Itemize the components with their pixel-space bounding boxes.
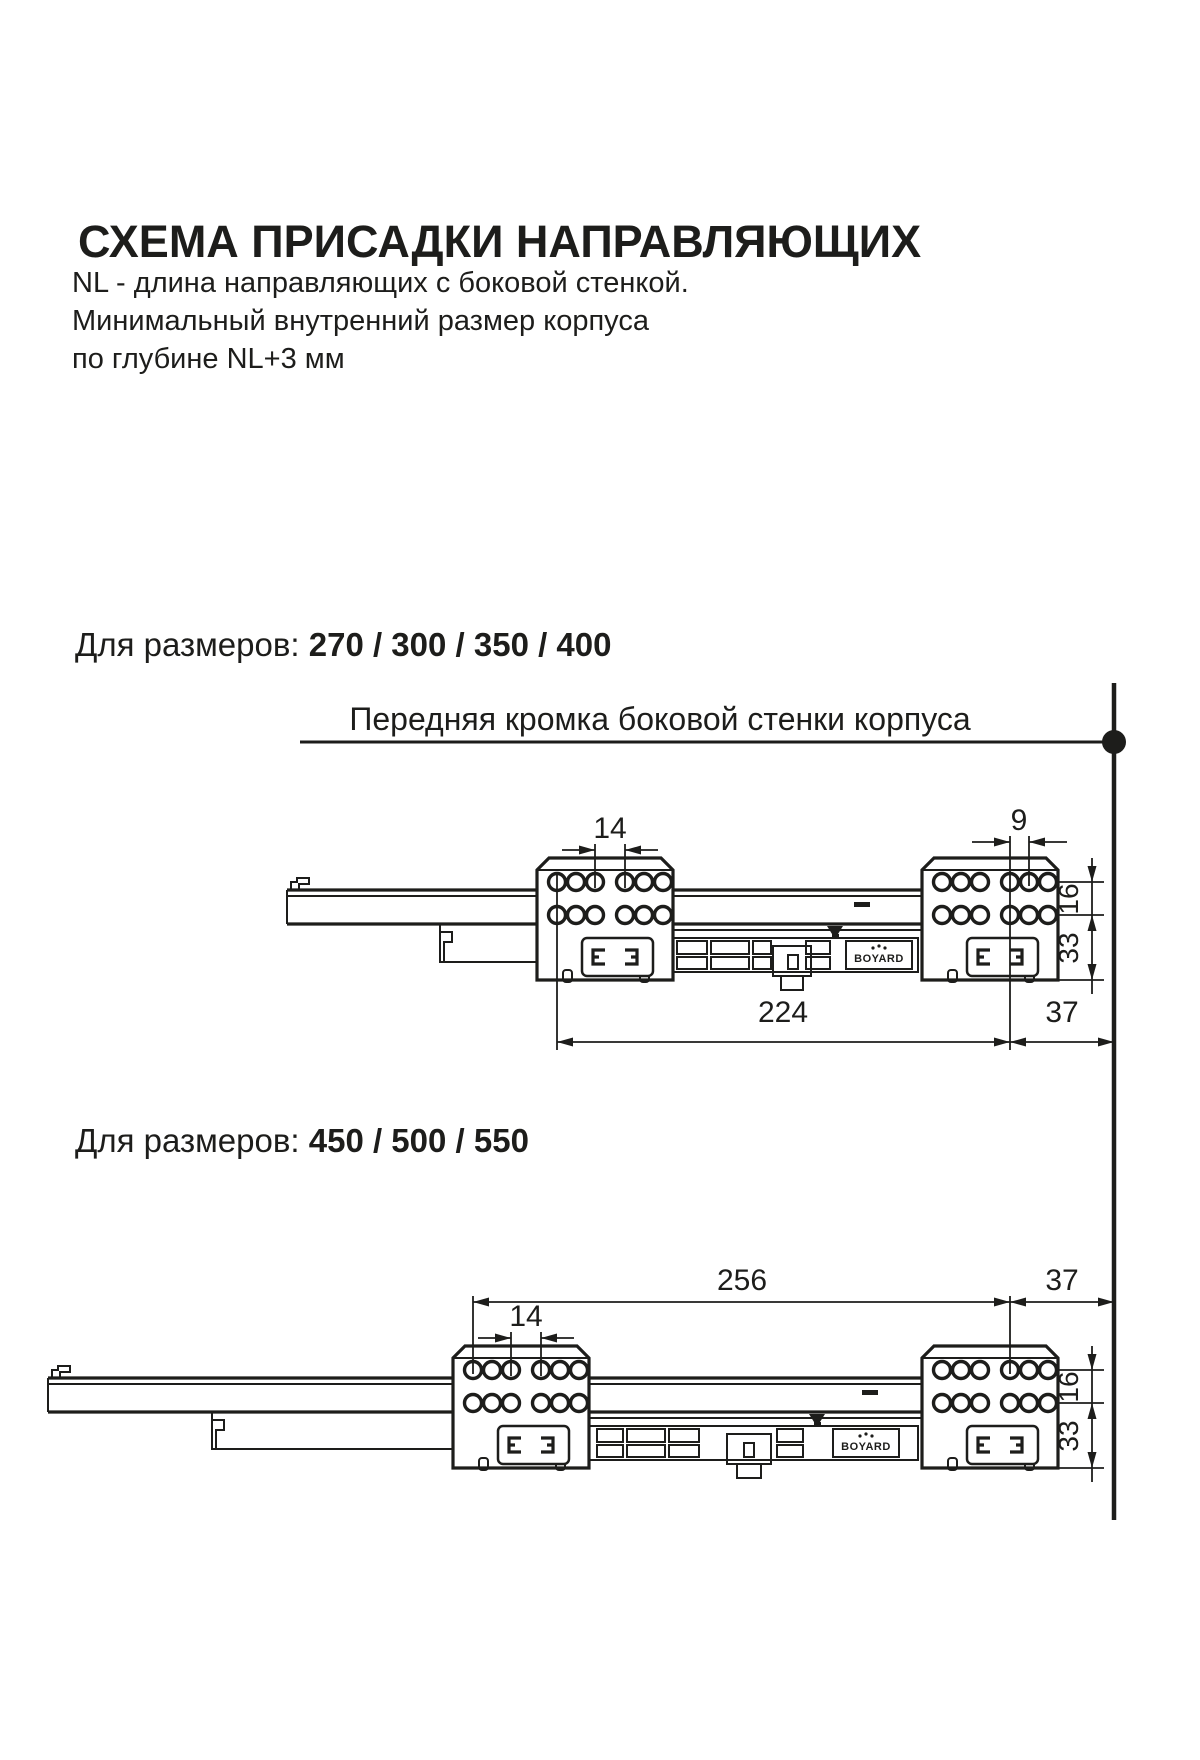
- sizes-label-2: Для размеров:: [75, 1122, 300, 1159]
- svg-text:14: 14: [509, 1300, 543, 1333]
- svg-text:9: 9: [1010, 804, 1028, 837]
- svg-text:16: 16: [1053, 1371, 1084, 1403]
- brand-logo-2: BOYARD: [841, 1441, 891, 1453]
- svg-text:37: 37: [1045, 996, 1079, 1029]
- drawer-slide-2: [48, 1346, 1058, 1478]
- dimension-bottom-offset-1: 33: [1053, 932, 1084, 964]
- svg-text:14: 14: [593, 812, 627, 845]
- brand-logo-1: BOYARD: [854, 953, 904, 965]
- svg-text:37: 37: [1045, 1264, 1079, 1297]
- drawer-slide-1: [287, 858, 1058, 990]
- sizes-values-2: 450 / 500 / 550: [308, 1122, 529, 1159]
- dimension-bottom-offset-2: 33: [1053, 1420, 1084, 1452]
- intro-line-1: NL - длина направляющих с боковой стенкой.: [72, 267, 689, 299]
- diagram-1: [287, 804, 1114, 1050]
- intro-line-2: Минимальный внутренний размер корпуса: [72, 305, 649, 337]
- svg-text:16: 16: [1053, 883, 1084, 915]
- rear-bracket-2: [922, 1346, 1058, 1470]
- intro-line-3: по глубине NL+3 мм: [72, 343, 345, 375]
- diagram-2: [48, 1264, 1114, 1482]
- sizes-values-1: 270 / 300 / 350 / 400: [308, 626, 612, 663]
- dimension-row-spacing-1: [1053, 858, 1104, 994]
- rear-bracket-1: [922, 858, 1058, 982]
- dimension-row-spacing-2: [1053, 1346, 1104, 1482]
- front-edge-dot: [1102, 730, 1126, 754]
- page-title: СХЕМА ПРИСАДКИ НАПРАВЛЯЮЩИХ: [78, 216, 922, 267]
- dimension-rear-offset-2: [1010, 1264, 1114, 1307]
- dimension-rear-offset-1: [1010, 996, 1114, 1047]
- front-edge-label: Передняя кромка боковой стенки корпуса: [349, 701, 971, 737]
- sizes-label-1: Для размеров:: [75, 626, 300, 663]
- svg-text:256: 256: [716, 1264, 768, 1297]
- svg-text:224: 224: [757, 996, 809, 1029]
